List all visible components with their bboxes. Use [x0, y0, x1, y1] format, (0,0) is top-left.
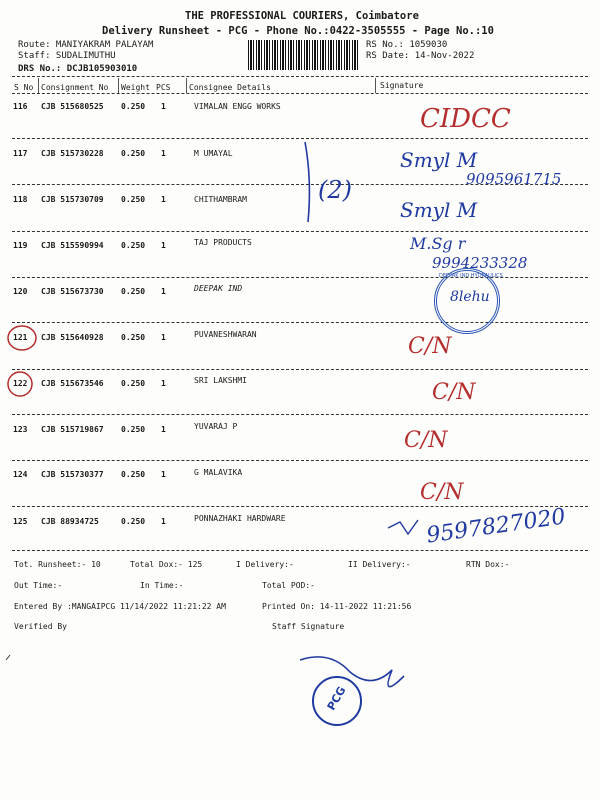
handwritten-phone: 9095961715 — [466, 170, 562, 188]
row-consignee: PONNAZHAKI HARDWARE — [194, 514, 286, 523]
handwritten-phone: 9597827020 — [424, 504, 568, 549]
row-consignee: TAJ PRODUCTS — [194, 238, 252, 247]
row-consignment: CJB 515730377 — [41, 470, 104, 479]
row-sno: 125 — [13, 517, 28, 526]
row-sno: 119 — [13, 241, 28, 250]
row-consignee: SRI LAKSHMI — [194, 376, 247, 385]
row-consignment: CJB 515673546 — [41, 379, 104, 388]
row-weight: 0.250 — [121, 195, 146, 204]
row-pcs: 1 — [161, 517, 166, 526]
row-pcs: 1 — [161, 149, 166, 158]
row-consignee: PUVANESHWARAN — [194, 330, 257, 339]
row-consignment: CJB 515730228 — [41, 149, 104, 158]
row-weight: 0.250 — [121, 241, 146, 250]
row-weight: 0.250 — [121, 470, 146, 479]
total-dox: Total Dox:- 125 — [130, 560, 203, 569]
row-sno: 118 — [13, 195, 28, 204]
row-sno: 116 — [13, 102, 28, 111]
handwritten-note: C/N — [408, 334, 452, 359]
col-consignee: Consignee Details — [189, 83, 271, 92]
stamp-ring-text: DEEPAK IND HYDRAULICS — [439, 273, 503, 279]
col-pcs: PCS — [156, 83, 171, 92]
row-sno: 124 — [13, 470, 28, 479]
staff-text: Staff: SUDALIMUTHU — [18, 51, 116, 61]
handwritten-note: C/N — [432, 380, 476, 405]
row-consignee: YUVARAJ P — [194, 422, 238, 431]
row-consignment: CJB 515673730 — [41, 287, 104, 296]
row-weight: 0.250 — [121, 102, 146, 111]
i-delivery: I Delivery:- — [236, 560, 294, 569]
row-pcs: 1 — [161, 425, 166, 434]
col-consignment: Consignment No — [41, 83, 109, 92]
row-weight: 0.250 — [121, 379, 146, 388]
row-consignee: CHITHAMBRAM — [194, 195, 247, 204]
row-consignment: CJB 88934725 — [41, 517, 99, 526]
ii-delivery: II Delivery:- — [348, 560, 411, 569]
rs-date: RS Date: 14-Nov-2022 — [366, 51, 475, 61]
col-weight: Weight — [121, 83, 150, 92]
handwritten-note: C/N — [404, 428, 448, 453]
row-pcs: 1 — [161, 287, 166, 296]
row-pcs: 1 — [161, 470, 166, 479]
rs-number: RS No.: 1059030 — [366, 40, 448, 50]
company-title: THE PROFESSIONAL COURIERS, Coimbatore — [185, 10, 419, 22]
row-sno: 123 — [13, 425, 28, 434]
col-sno: S No — [14, 83, 34, 92]
handwritten-signature: M.Sg r — [410, 234, 466, 253]
stamp-signature: 8lehu — [450, 289, 490, 305]
total-runsheet: Tot. Runsheet:- 10 — [14, 560, 101, 569]
row-weight: 0.250 — [121, 149, 146, 158]
verified-by: Verified By — [14, 622, 67, 631]
row-consignee: G MALAVIKA — [194, 468, 243, 477]
handwritten-signature: Smyl M — [400, 198, 478, 222]
row-consignment: CJB 515719867 — [41, 425, 104, 434]
drs-number: DRS No.: DCJB105903010 — [18, 64, 138, 74]
handwritten-note: C/N — [420, 480, 464, 505]
row-pcs: 1 — [161, 333, 166, 342]
row-sno: 120 — [13, 287, 28, 296]
row-consignee: VIMALAN ENGG WORKS — [194, 102, 281, 111]
row-consignment: CJB 515590994 — [41, 241, 104, 250]
in-time: In Time:- — [140, 581, 184, 590]
row-consignment: CJB 515680525 — [41, 102, 104, 111]
row-pcs: 1 — [161, 195, 166, 204]
out-time: Out Time:- — [14, 581, 63, 590]
row-sno: 122 — [13, 379, 28, 388]
row-consignee: DEEPAK IND — [194, 284, 243, 293]
handwritten-signature: CIDCC — [420, 104, 511, 134]
stamp-text: PCG — [324, 684, 349, 713]
printed-on: Printed On: 14-11-2022 11:21:56 — [262, 602, 412, 611]
row-sno: 117 — [13, 149, 28, 158]
total-pod: Total POD:- — [262, 581, 315, 590]
row-pcs: 1 — [161, 379, 166, 388]
staff-signature: Staff Signature — [272, 622, 345, 631]
row-weight: 0.250 — [121, 425, 146, 434]
handwritten-mark: (2) — [318, 176, 352, 204]
route-text: Route: MANIYAKRAM PALAYAM — [18, 40, 154, 50]
row-pcs: 1 — [161, 241, 166, 250]
col-signature: Signature — [380, 81, 424, 90]
row-weight: 0.250 — [121, 333, 146, 342]
row-pcs: 1 — [161, 102, 166, 111]
rtn-dox: RTN Dox:- — [466, 560, 510, 569]
entered-by: Entered By :MANGAIPCG 11/14/2022 11:21:22 AM — [14, 602, 226, 611]
row-sno: 121 — [13, 333, 28, 342]
handwritten-phone: 9994233328 — [432, 254, 528, 272]
row-weight: 0.250 — [121, 287, 146, 296]
row-consignment: CJB 515640928 — [41, 333, 104, 342]
row-consignee: M UMAYAL — [194, 149, 233, 158]
row-consignment: CJB 515730709 — [41, 195, 104, 204]
runsheet-subtitle: Delivery Runsheet - PCG - Phone No.:0422-3505555 - Page No.:10 — [102, 25, 494, 37]
handwritten-signature: Smyl M — [400, 148, 478, 172]
row-weight: 0.250 — [121, 517, 146, 526]
